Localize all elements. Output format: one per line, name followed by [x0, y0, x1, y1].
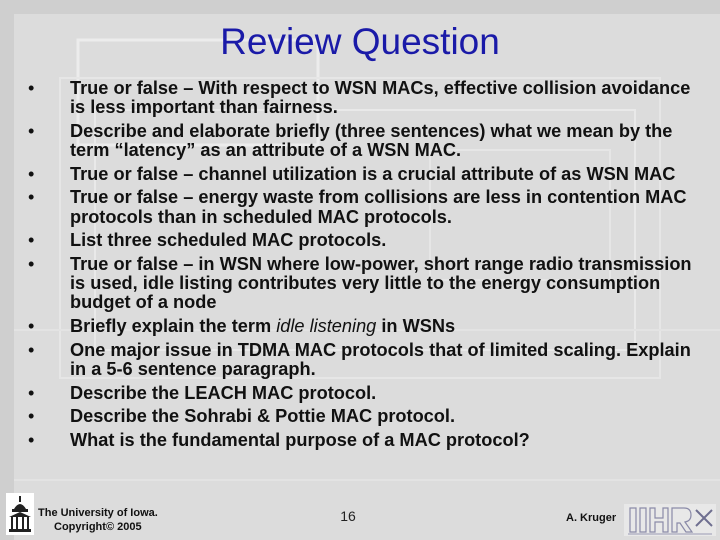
bullet-text: True or false – in WSN where low-power, short range radio transmission is used, idle listing contributes very little to the energy consumption budget of a node [70, 253, 692, 313]
bullet-item [26, 255, 701, 313]
slide-title: Review Question [220, 21, 500, 62]
bullet-text: Describe and elaborate briefly (three sentences) what we mean by the term “latency” as an attribute of a WSN MAC. [70, 120, 673, 161]
bullet-text: True or false – channel utilization is a crucial attribute of as WSN MAC [70, 163, 676, 184]
bullet-dot-icon: • [28, 382, 35, 403]
bullet-item [26, 79, 701, 118]
bullet-text: True or false – With respect to WSN MACs, effective collision avoidance is less important than fairness. [70, 78, 691, 118]
footer-university [38, 506, 168, 534]
iihr-logo-icon [624, 504, 716, 536]
bullet-dot-icon: • [28, 163, 35, 184]
bullet-text: List three scheduled MAC protocols. [70, 230, 387, 251]
bullet-text: Describe the Sohrabi & Pottie MAC protocol. [70, 406, 456, 427]
bullet-text-before: Briefly explain the term [70, 316, 277, 337]
bullet-dot-icon: • [28, 316, 35, 337]
bullet-dot-icon: • [28, 339, 35, 360]
page-number: 16 [340, 508, 356, 524]
bullet-dot-icon: • [28, 120, 35, 141]
old-capitol-building-icon [6, 493, 34, 535]
bullet-item [26, 165, 701, 184]
bullet-item [26, 122, 701, 161]
university-name: The University of Iowa. [38, 507, 158, 519]
bullet-text: What is the fundamental purpose of a MAC protocol? [70, 429, 530, 450]
bullet-item [26, 231, 701, 250]
bullet-dot-icon: • [28, 230, 35, 251]
bullet-item [26, 317, 701, 336]
bullet-item [26, 431, 701, 450]
bullet-text: True or false – energy waste from collisions are less in contention MAC protocols than in scheduled MAC protocols. [70, 187, 687, 227]
bullet-item [26, 188, 701, 227]
bullet-emphasis: idle listening [276, 316, 377, 337]
bullet-list [26, 79, 701, 454]
bullet-dot-icon: • [28, 78, 35, 98]
bullet-item [26, 384, 701, 403]
bullet-dot-icon: • [28, 187, 35, 208]
bullet-dot-icon: • [28, 253, 35, 274]
bullet-item [26, 341, 701, 380]
bullet-dot-icon: • [28, 406, 35, 427]
bullet-dot-icon: • [28, 429, 35, 450]
copyright-text: Copyright© 2005 [54, 521, 142, 533]
bullet-text-after: in WSNs [376, 316, 456, 337]
bullet-item [26, 407, 701, 426]
bullet-text: One major issue in TDMA MAC protocols that of limited scaling. Explain in a 5-6 sentence paragraph. [70, 339, 691, 379]
bullet-text: Describe the LEACH MAC protocol. [70, 382, 377, 403]
author-name: A. Kruger [566, 512, 617, 524]
